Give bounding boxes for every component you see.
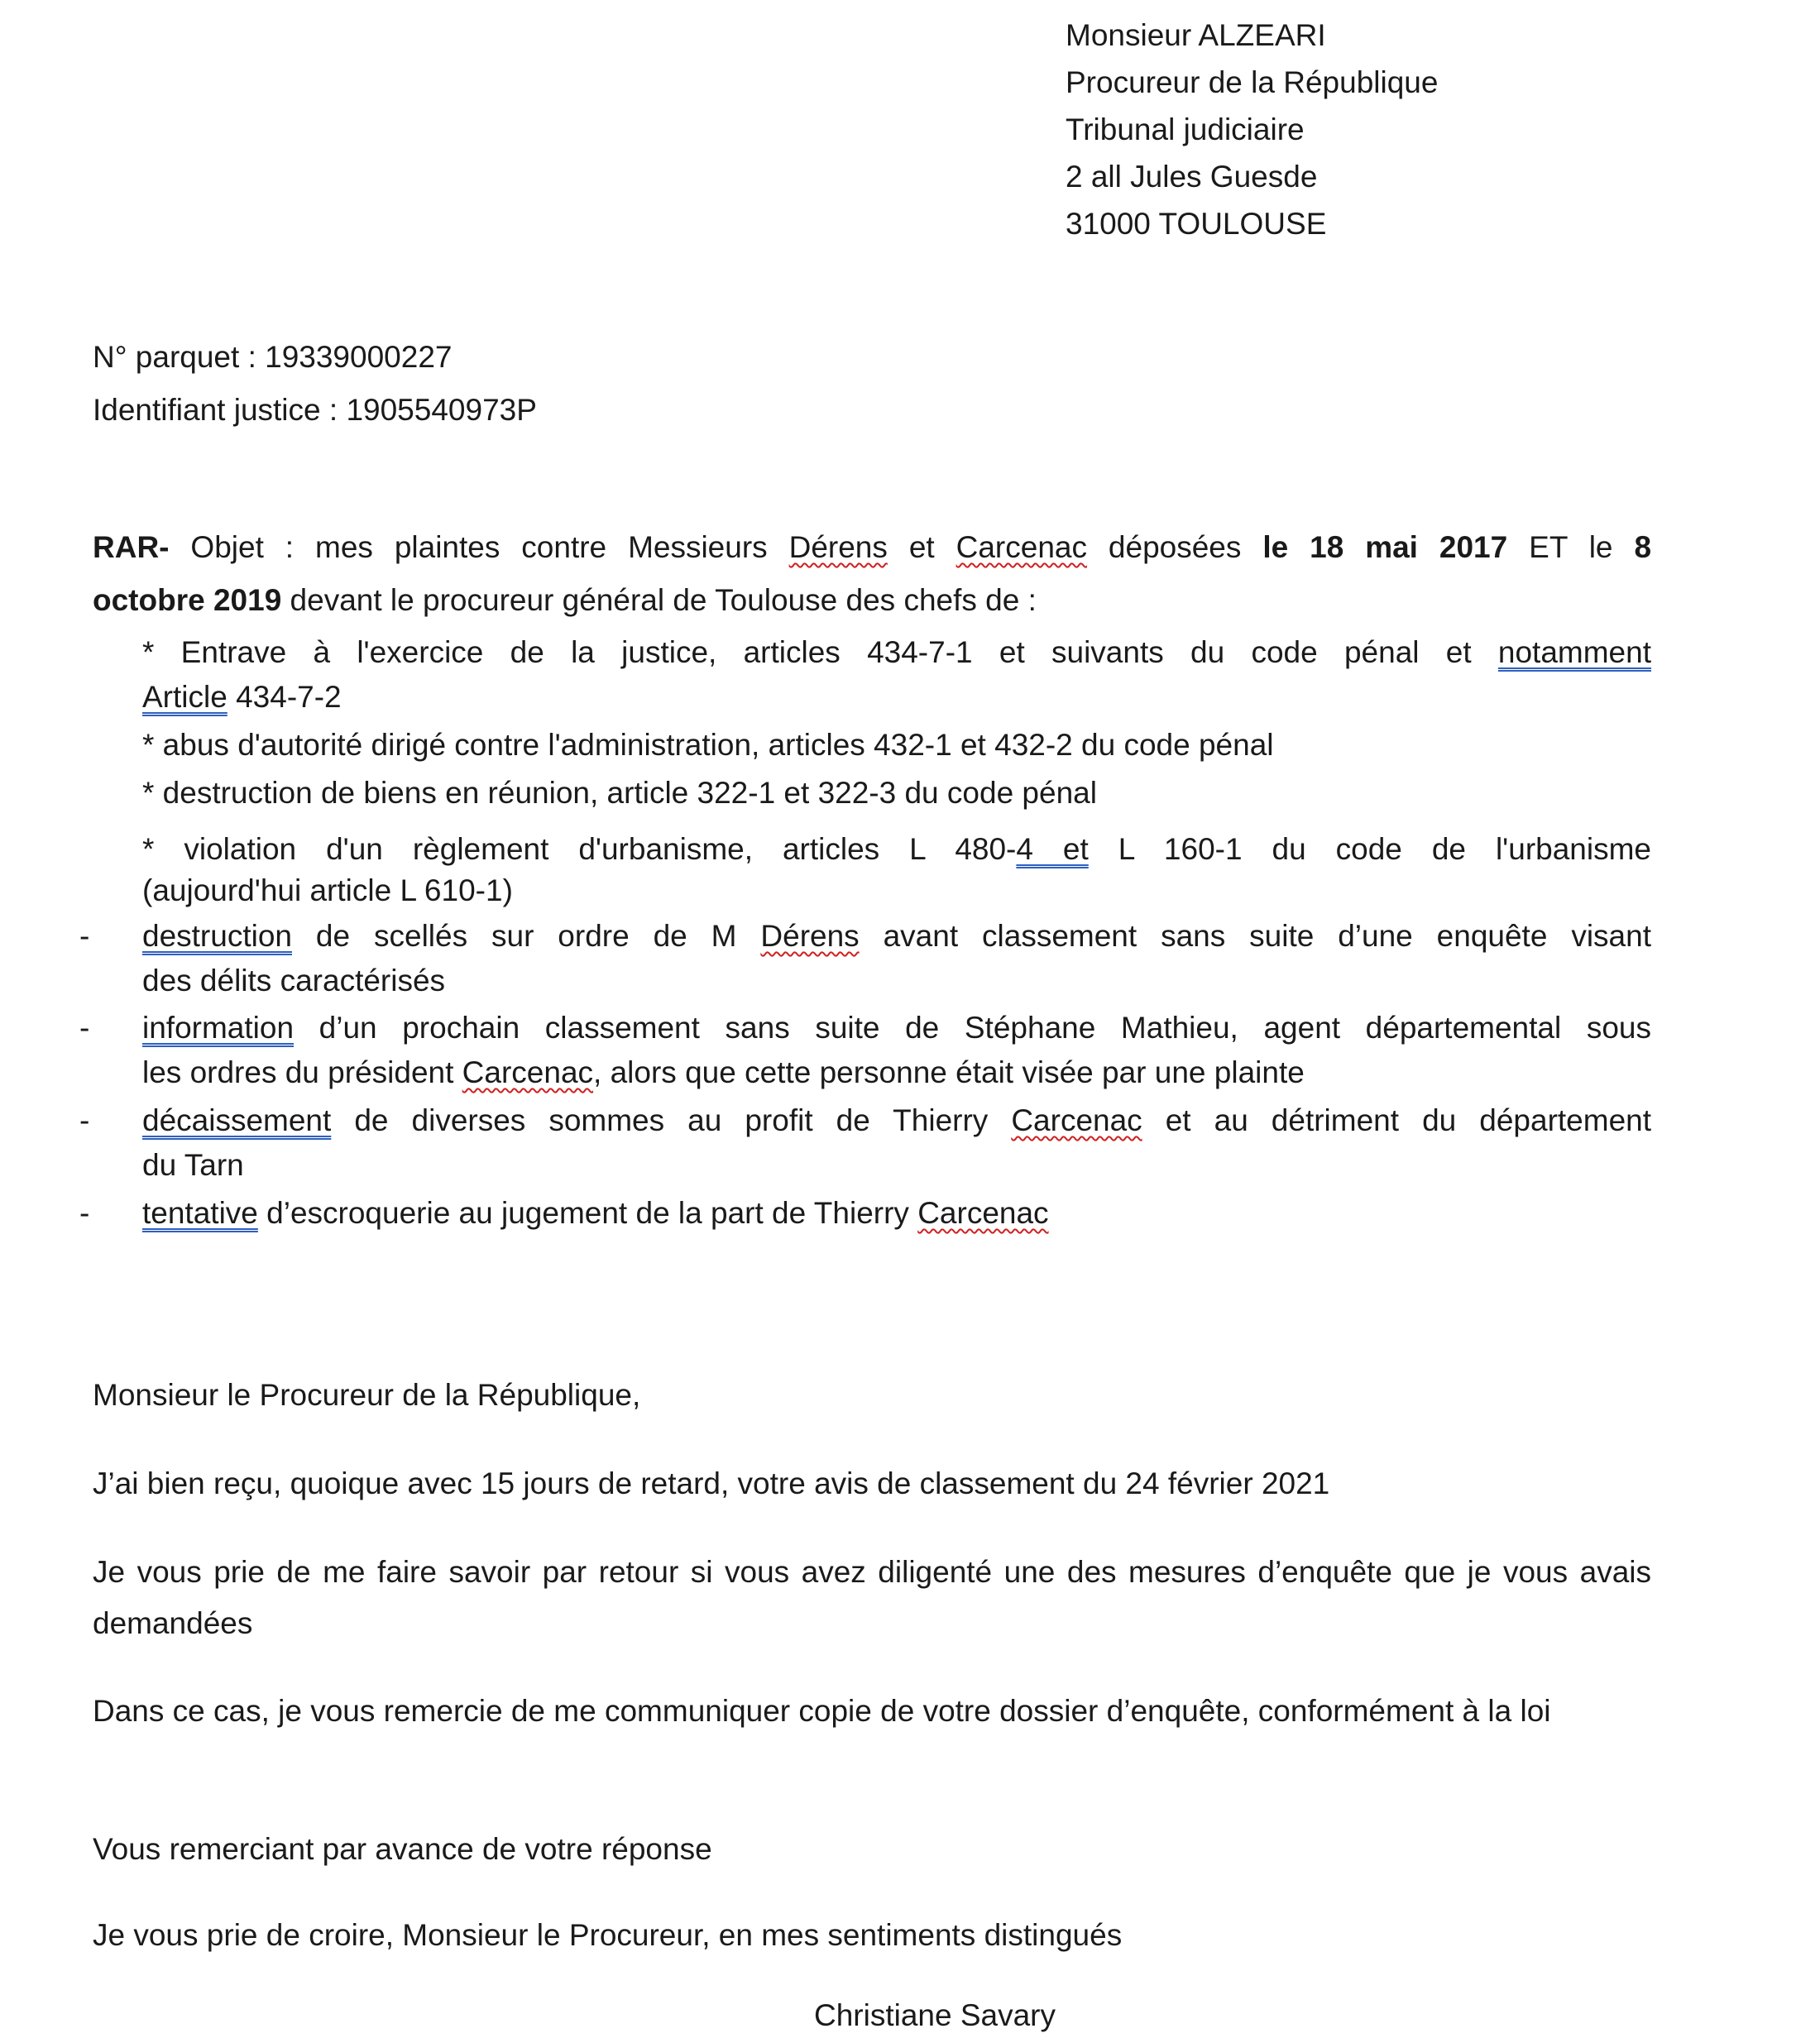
- paragraph-3: Dans ce cas, je vous remercie de me communiquer copie de votre dossier d’enquête, conformément à la loi: [93, 1694, 1551, 1728]
- complaint-date-2: octobre 2019: [93, 583, 282, 617]
- name-derens: Dérens: [788, 530, 888, 564]
- parquet-number: N° parquet : 19339000227: [93, 340, 453, 374]
- recipient-address: [1066, 12, 1438, 247]
- recipient-title: Procureur de la République: [1066, 65, 1439, 99]
- case-references: [93, 331, 537, 437]
- recipient-city: 31000 TOULOUSE: [1066, 207, 1327, 241]
- rar-label: RAR-: [93, 530, 170, 564]
- paragraph-2: Je vous prie de me faire savoir par retour si vous avez diligenté une des mesures d’enquête que je vous avais demandées: [93, 1555, 1651, 1640]
- salutation: Monsieur le Procureur de la République,: [93, 1378, 641, 1412]
- letter-subject: RAR- Objet : mes plaintes contre Messieurs Dérens et Carcenac déposées le 18 mai 2017 ET le 8 octobre 2019 devant le procureur général de Toulouse des chefs de :: [93, 530, 1652, 617]
- charge-item: * abus d'autorité dirigé contre l'administration, articles 432-1 et 432-2 du code pénal: [142, 728, 1274, 762]
- recipient-court: Tribunal judiciaire: [1066, 112, 1305, 146]
- charge-item: * destruction de biens en réunion, article 322-1 et 322-3 du code pénal: [142, 776, 1097, 810]
- charges-list: [142, 630, 1651, 819]
- paragraph-4: Vous remerciant par avance de votre réponse: [93, 1832, 712, 1866]
- recipient-name: Monsieur ALZEARI: [1066, 18, 1326, 52]
- signature-name: Christiane Savary: [813, 1998, 1056, 2032]
- paragraph-1: J’ai bien reçu, quoique avec 15 jours de retard, votre avis de classement du 24 février 2021: [93, 1466, 1330, 1500]
- name-carcenac: Carcenac: [956, 530, 1087, 564]
- recipient-street: 2 all Jules Guesde: [1066, 160, 1318, 194]
- closing-formula: Je vous prie de croire, Monsieur le Procureur, en mes sentiments distingués: [93, 1918, 1123, 1952]
- complaint-date-1: le 18 mai 2017: [1262, 530, 1508, 564]
- charge-item: * Entrave à l'exercice de la justice, articles 434-7-1 et suivants du code pénal et notamment Article 434-7-2: [142, 635, 1651, 714]
- charge-item-urbanisme: * violation d'un règlement d'urbanisme, articles L 480-4 et L 160-1 du code de l'urbanisme: [142, 832, 1651, 866]
- letter-page: Monsieur ALZEARI Procureur de la République Tribunal judiciaire 2 all Jules Guesde 31000 TOULOUSE N° parquet : 19339000227 Identifiant justice : 1905540973P RAR- Objet : mes plaintes contre Messieurs Dérens et Carcenac déposées le 18 mai 2017 ET le 8 octobre 2019 devant le procureur général de Toulouse des chefs de : * Entrave à l'exercice de la justice, articles 434-7-1 et suivants du code pénal et notamment Article 434-7-2 * abus d'autorité dirigé contre l'administration, articles 432-1 et 432-2 du code pénal * destruction de biens en réunion, article 322-1 et 322-3 du code pénal * violation d'un règlement d'urbanisme, articles L 480-4 et L 160-1 du code de l'urbanisme (aujourd'hui article L 610-1) - destruction de scellés sur ordre de M Dérens avant classement sans suite d’une enquête visant des délits caractérisés - information d’un prochain classement sans suite de Stéphane Mathieu, agent départemental sous les ordres du président Carcenac, alors que cette personne était visée par une plainte - décaissement de diverses sommes au profit de Thierry Carcenac et au détriment du département du Tarn - tentative d’escroquerie au jugement de la part de Thierry Carcenac Monsieur le Procureur de la République, J’ai bien reçu, quoique avec 15 jours de retard, votre avis de classement du 24 février 2021 Je vous prie de me faire savoir par retour si vous avez diligenté une des mesures d’enquête que je vous avais demandées Dans ce cas, je vous remercie de me communiquer copie de votre dossier d’enquête, conformément à la loi Vous remerciant par avance de votre réponse Je vous prie de croire, Monsieur le Procureur, en mes sentiments distingués Christiane Savary: [0, 0, 1820, 2032]
- justice-identifier: Identifiant justice : 1905540973P: [93, 393, 537, 427]
